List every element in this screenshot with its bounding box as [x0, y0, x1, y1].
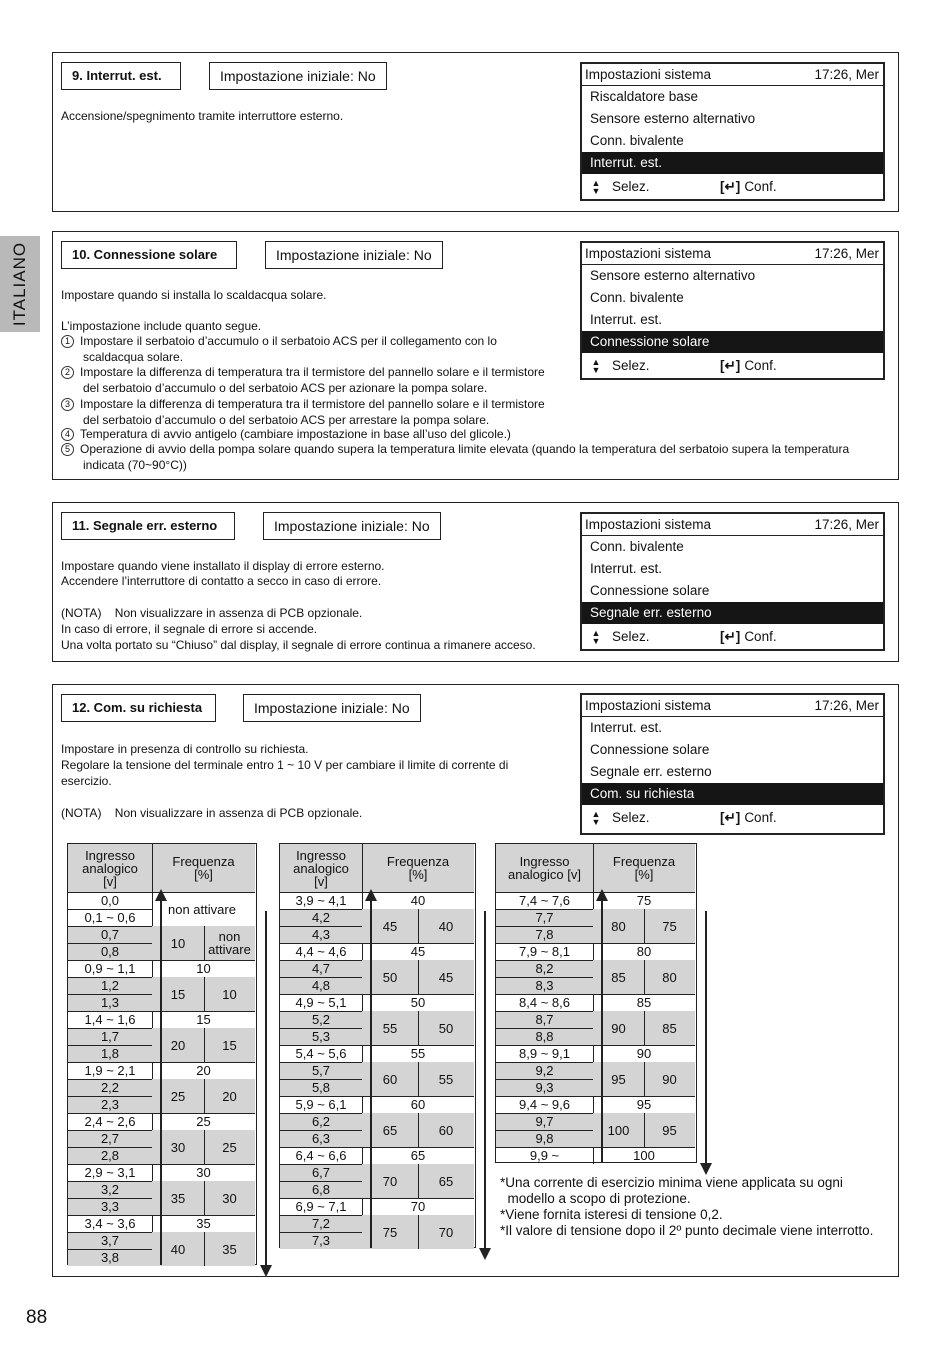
selez-label: Selez. [612, 179, 650, 194]
section-11-line: In caso di errore, il segnale di errore si accende. [61, 622, 318, 636]
input-cell: 0,7 [68, 926, 152, 943]
freq-cell: 90 [636, 1046, 652, 1061]
input-cell: 3,9 ~ 4,1 [295, 893, 347, 908]
freq-cell: 60 [418, 1113, 474, 1147]
screen-time: 17:26, Mer [814, 698, 879, 713]
header-input: Ingresso analogico [v] [280, 844, 362, 892]
up-arrowhead-icon [155, 889, 167, 901]
screen-time: 17:26, Mer [814, 517, 879, 532]
note-line: *Viene fornita isteresi di tensione 0,2. [500, 1207, 723, 1222]
input-cell: 2,4 ~ 2,6 [84, 1114, 136, 1129]
freq-cell: 30 [204, 1181, 255, 1215]
input-cell: 4,4 ~ 4,6 [295, 944, 347, 959]
divider [280, 1079, 362, 1080]
divider [68, 1130, 152, 1131]
divider [68, 1232, 152, 1233]
input-cell: 3,7 [68, 1232, 152, 1249]
freq-cell: 70 [418, 1215, 474, 1249]
input-cell: 7,2 [280, 1215, 362, 1232]
input-cell: 1,3 [68, 994, 152, 1011]
divider [68, 1079, 152, 1080]
freq-cell: 60 [362, 1062, 418, 1096]
divider [496, 1147, 593, 1148]
page-number: 88 [26, 1307, 48, 1328]
freq-cell: non attivare [204, 926, 255, 960]
section-10-text2: L’impostazione include quanto segue. [61, 319, 262, 333]
divider [644, 960, 645, 994]
divider [204, 1181, 205, 1215]
input-cell: 0,1 ~ 0,6 [84, 910, 136, 925]
up-down-icon: ▲ ▼ [591, 627, 601, 646]
divider [280, 977, 362, 978]
list-item: 5 Operazione di avvio della pompa solare quando supera la temperatura limite elevata (quando la temperatura del serbatoio supera la temperatura indicata (70~90°C)) [61, 442, 849, 473]
freq-cell: 55 [362, 1011, 418, 1045]
menu-item[interactable]: Segnale err. esterno [590, 764, 712, 779]
input-cell: 7,8 [496, 926, 593, 943]
freq-cell: 50 [362, 960, 418, 994]
freq-cell: 55 [418, 1062, 474, 1096]
enter-icon: [↵] [720, 357, 741, 373]
input-cell: 9,4 ~ 9,6 [519, 1097, 570, 1112]
input-cell: 8,4 ~ 8,6 [519, 995, 570, 1010]
header-freq: Frequenza [%] [152, 844, 255, 892]
input-cell: 6,2 [280, 1113, 362, 1130]
input-cell: 3,8 [68, 1249, 152, 1266]
header-input: Ingresso analogico [v] [496, 844, 593, 892]
divider [204, 1232, 205, 1266]
input-cell: 1,9 ~ 2,1 [84, 1063, 136, 1078]
divider [68, 994, 152, 995]
divider [280, 1062, 362, 1063]
header-freq: Frequenza [%] [362, 844, 474, 892]
input-cell: 2,8 [68, 1147, 152, 1164]
conf-label: Conf. [744, 629, 777, 644]
input-cell: 9,7 [496, 1113, 593, 1130]
freq-cell: 65 [362, 1113, 418, 1147]
input-cell: 6,7 [280, 1164, 362, 1181]
up-down-icon: ▲ ▼ [591, 356, 601, 375]
freq-table [67, 843, 257, 1265]
input-cell: 6,8 [280, 1181, 362, 1198]
language-label: ITALIANO [10, 241, 29, 327]
freq-cell: 85 [644, 1011, 695, 1045]
section-10-init: Impostazione iniziale: No [265, 241, 443, 269]
section-11-line: Una volta portato su “Chiuso” dal display, il segnale di errore continua a rimanere acceso. [61, 638, 536, 652]
freq-cell: 100 [593, 1113, 644, 1147]
header-freq: Frequenza [%] [593, 844, 695, 892]
section-10-text1: Impostare quando si installa lo scaldacqua solare. [61, 288, 327, 302]
enter-icon: [↵] [720, 628, 741, 644]
down-arrowhead-icon [700, 1163, 712, 1175]
freq-cell: 25 [196, 1114, 211, 1129]
divider [204, 1130, 205, 1164]
input-cell: 0,9 ~ 1,1 [84, 961, 136, 976]
section-11-note: (NOTA) Non visualizzare in assenza di PCB opzionale. [61, 606, 363, 620]
freq-cell: 10 [204, 977, 255, 1011]
freq-cell: 20 [196, 1063, 211, 1078]
selez-label: Selez. [612, 810, 650, 825]
input-cell: 1,7 [68, 1028, 152, 1045]
menu-item[interactable]: Sensore esterno alternativo [590, 268, 756, 283]
divider [68, 1147, 152, 1148]
note-line: *Il valore di tensione dopo il 2º punto decimale viene interrotto. [500, 1223, 874, 1238]
menu-item[interactable]: Conn. bivalente [590, 133, 684, 148]
freq-cell: 15 [204, 1028, 255, 1062]
freq-cell: 85 [636, 995, 652, 1010]
input-cell: 5,9 ~ 6,1 [295, 1097, 347, 1112]
divider [280, 1113, 362, 1114]
input-cell: 0,0 [100, 893, 120, 908]
input-cell: 4,8 [280, 977, 362, 994]
menu-item-selected[interactable]: Com. su richiesta [582, 783, 883, 805]
freq-cell: 40 [152, 1232, 204, 1266]
input-cell: 8,7 [496, 1011, 593, 1028]
input-cell: 7,7 [496, 909, 593, 926]
input-cell: 5,3 [280, 1028, 362, 1045]
divider [68, 960, 152, 961]
list-item: 3 Impostare la differenza di temperatura tra il termistore del pannello solare e il termistore del serbatoio d’accumulo o del serbatoio ACS per arrestare la pompa solare. [61, 397, 545, 428]
screen-10 [580, 241, 885, 380]
divider [68, 909, 152, 910]
freq-cell: 75 [644, 909, 695, 943]
input-cell: 9,8 [496, 1130, 593, 1147]
header-input: Ingresso analogico [v] [68, 844, 152, 892]
divider [68, 1164, 152, 1165]
divider [496, 909, 593, 910]
freq-cell: 35 [152, 1181, 204, 1215]
note-line: modello a scopo di protezione. [500, 1191, 691, 1206]
divider [204, 1079, 205, 1113]
input-cell: 4,7 [280, 960, 362, 977]
input-cell: 9,3 [496, 1079, 593, 1096]
menu-item[interactable]: Interrut. est. [590, 312, 663, 327]
input-cell: 2,3 [68, 1096, 152, 1113]
input-cell: 7,9 ~ 8,1 [519, 944, 570, 959]
menu-item[interactable]: Interrut. est. [590, 720, 663, 735]
menu-item-selected[interactable]: Interrut. est. [582, 152, 883, 174]
down-arrow-icon [265, 911, 267, 1267]
divider [68, 1096, 152, 1097]
divider [418, 1062, 419, 1096]
selez-label: Selez. [612, 629, 650, 644]
section-12-line: esercizio. [61, 774, 112, 788]
divider [418, 1164, 419, 1198]
divider [280, 1164, 362, 1165]
divider [644, 1113, 645, 1147]
divider [418, 1215, 419, 1249]
note-line: *Una corrente di esercizio minima viene applicata su ogni [500, 1175, 843, 1190]
section-9-init: Impostazione iniziale: No [209, 62, 387, 90]
menu-item[interactable]: Sensore esterno alternativo [590, 111, 756, 126]
input-cell: 1,2 [68, 977, 152, 994]
freq-cell: 10 [196, 961, 211, 976]
divider [280, 1181, 362, 1182]
freq-cell: 80 [593, 909, 644, 943]
divider [496, 926, 593, 927]
selez-label: Selez. [612, 358, 650, 373]
divider [280, 1096, 362, 1097]
screen-time: 17:26, Mer [814, 67, 879, 82]
freq-cell: 35 [196, 1216, 211, 1231]
input-cell: 5,2 [280, 1011, 362, 1028]
section-12-init: Impostazione iniziale: No [243, 694, 421, 722]
menu-item[interactable]: Connessione solare [590, 583, 710, 598]
input-cell: 2,9 ~ 3,1 [84, 1165, 136, 1180]
divider [204, 977, 205, 1011]
freq-cell: 55 [410, 1046, 426, 1061]
freq-cell: 15 [196, 1012, 211, 1027]
section-11-line: Impostare quando viene installato il display di errore esterno. [61, 559, 385, 573]
section-12-line: Regolare la tensione del terminale entro 1 ~ 10 V per cambiare il limite di corrente di [61, 758, 509, 772]
freq-cell: 30 [152, 1130, 204, 1164]
divider [496, 1011, 593, 1012]
freq-cell: 35 [204, 1232, 255, 1266]
divider [68, 1249, 152, 1250]
input-cell: 3,4 ~ 3,6 [84, 1216, 136, 1231]
divider [418, 909, 419, 943]
divider [68, 1062, 152, 1063]
section-11-line: Accendere l’interruttore di contatto a secco in caso di errore. [61, 574, 382, 588]
menu-item[interactable]: Conn. bivalente [590, 290, 684, 305]
menu-item[interactable]: Connessione solare [590, 742, 710, 757]
section-9-title: 9. Interrut. est. [61, 62, 181, 90]
freq-cell: 10 [152, 926, 204, 960]
divider [418, 960, 419, 994]
input-cell: 8,8 [496, 1028, 593, 1045]
input-cell: 7,3 [280, 1232, 362, 1249]
divider [280, 1045, 362, 1046]
divider [68, 977, 152, 978]
divider [68, 1045, 152, 1046]
divider [68, 1113, 152, 1114]
section-10 [52, 231, 899, 480]
input-cell: 3,3 [68, 1198, 152, 1215]
input-cell: 7,4 ~ 7,6 [519, 893, 570, 908]
conf-label: Conf. [744, 810, 777, 825]
divider [418, 1113, 419, 1147]
divider [280, 1232, 362, 1233]
freq-cell: 20 [204, 1079, 255, 1113]
freq-cell: 80 [636, 944, 652, 959]
divider [496, 977, 593, 978]
up-down-icon: ▲ ▼ [591, 808, 601, 827]
input-cell: 8,3 [496, 977, 593, 994]
freq-cell: 50 [418, 1011, 474, 1045]
menu-item[interactable]: Interrut. est. [590, 561, 663, 576]
freq-cell: non attivare [168, 901, 236, 917]
down-arrowhead-icon [260, 1265, 272, 1277]
divider [496, 1028, 593, 1029]
freq-cell: 60 [410, 1097, 426, 1112]
freq-cell: 90 [593, 1011, 644, 1045]
freq-cell: 95 [636, 1097, 652, 1112]
divider [280, 960, 362, 961]
input-cell: 0,8 [68, 943, 152, 960]
input-cell: 4,2 [280, 909, 362, 926]
up-arrowhead-icon [365, 889, 377, 901]
divider [68, 943, 152, 944]
freq-cell: 80 [644, 960, 695, 994]
divider [68, 1215, 152, 1216]
notes [500, 1175, 873, 1239]
down-arrowhead-icon [479, 1248, 491, 1260]
section-11-init: Impostazione iniziale: No [263, 512, 441, 540]
divider [280, 1028, 362, 1029]
section-11 [52, 502, 899, 662]
divider [280, 1147, 362, 1148]
divider [68, 1011, 152, 1012]
list-item: 4 Temperatura di avvio antigelo (cambiare impostazione in base all’uso del glicole.) [61, 427, 511, 443]
freq-cell: 45 [418, 960, 474, 994]
input-cell: 6,4 ~ 6,6 [295, 1148, 347, 1163]
input-cell: 2,2 [68, 1079, 152, 1096]
input-cell: 6,9 ~ 7,1 [295, 1199, 347, 1214]
screen-12 [580, 693, 885, 835]
section-9-text: Accensione/spegnimento tramite interruttore esterno. [61, 109, 344, 123]
divider [496, 943, 593, 944]
freq-cell: 75 [362, 1215, 418, 1249]
screen-11 [580, 512, 885, 651]
freq-cell: 70 [362, 1164, 418, 1198]
divider [496, 1113, 593, 1114]
divider [280, 909, 362, 910]
freq-cell: 45 [362, 909, 418, 943]
language-tab [0, 236, 40, 332]
divider [68, 1181, 152, 1182]
divider [280, 926, 362, 927]
input-cell: 6,3 [280, 1130, 362, 1147]
divider [280, 994, 362, 995]
divider [280, 1011, 362, 1012]
divider [644, 1062, 645, 1096]
section-9 [52, 52, 899, 212]
freq-cell: 20 [152, 1028, 204, 1062]
divider [644, 1011, 645, 1045]
freq-cell: 70 [410, 1199, 426, 1214]
divider [280, 943, 362, 944]
freq-cell: 15 [152, 977, 204, 1011]
menu-item[interactable]: Riscaldatore base [590, 89, 699, 104]
up-arrow-icon [370, 899, 372, 1248]
divider [644, 909, 645, 943]
input-cell: 8,2 [496, 960, 593, 977]
conf-label: Conf. [744, 358, 777, 373]
freq-cell: 25 [204, 1130, 255, 1164]
up-arrow-icon [601, 899, 603, 1163]
section-11-title: 11. Segnale err. esterno [61, 512, 235, 540]
divider [496, 1079, 593, 1080]
freq-cell: 45 [410, 944, 426, 959]
input-cell: 3,2 [68, 1181, 152, 1198]
divider [204, 926, 205, 960]
freq-cell: 40 [418, 909, 474, 943]
freq-table [279, 843, 476, 1248]
divider [280, 1215, 362, 1216]
freq-cell: 95 [644, 1113, 695, 1147]
divider [280, 1130, 362, 1131]
freq-cell: 100 [633, 1148, 655, 1163]
divider [496, 1130, 593, 1131]
divider [204, 1028, 205, 1062]
divider [496, 960, 593, 961]
screen-9 [580, 62, 885, 201]
freq-cell: 30 [196, 1165, 211, 1180]
screen-title: Impostazioni sistema [585, 698, 712, 713]
enter-icon: [↵] [720, 178, 741, 194]
screen-title: Impostazioni sistema [585, 246, 712, 261]
freq-cell: 25 [152, 1079, 204, 1113]
conf-label: Conf. [744, 179, 777, 194]
up-arrow-icon [160, 899, 162, 1265]
screen-time: 17:26, Mer [814, 246, 879, 261]
input-cell: 8,9 ~ 9,1 [519, 1046, 570, 1061]
input-cell: 2,7 [68, 1130, 152, 1147]
screen-title: Impostazioni sistema [585, 517, 712, 532]
divider [496, 1096, 593, 1097]
freq-cell: 75 [636, 893, 652, 908]
divider [68, 1028, 152, 1029]
input-cell: 9,9 ~ [529, 1148, 560, 1163]
section-12-title: 12. Com. su richiesta [61, 694, 216, 722]
section-12-line: Impostare in presenza di controllo su richiesta. [61, 742, 309, 756]
enter-icon: [↵] [720, 809, 741, 825]
divider [496, 1045, 593, 1046]
menu-item[interactable]: Conn. bivalente [590, 539, 684, 554]
input-cell: 1,8 [68, 1045, 152, 1062]
freq-cell: 65 [418, 1164, 474, 1198]
input-cell: 4,3 [280, 926, 362, 943]
freq-cell: 65 [410, 1148, 426, 1163]
divider [68, 926, 152, 927]
divider [496, 994, 593, 995]
freq-cell: 90 [644, 1062, 695, 1096]
input-cell: 5,4 ~ 5,6 [295, 1046, 347, 1061]
input-cell: 5,7 [280, 1062, 362, 1079]
list-item: 2 Impostare la differenza di temperatura tra il termistore del pannello solare e il termistore del serbatoio d’accumulo o del serbatoio ACS per azionare la pompa solare. [61, 365, 545, 396]
up-down-icon: ▲ ▼ [591, 177, 601, 196]
divider [496, 1062, 593, 1063]
freq-cell: 40 [410, 893, 426, 908]
section-12-note: (NOTA) Non visualizzare in assenza di PCB opzionale. [61, 806, 363, 820]
screen-title: Impostazioni sistema [585, 67, 712, 82]
input-cell: 4,9 ~ 5,1 [295, 995, 347, 1010]
down-arrow-icon [484, 911, 486, 1250]
freq-cell: 95 [593, 1062, 644, 1096]
up-arrowhead-icon [596, 889, 608, 901]
freq-cell: 85 [593, 960, 644, 994]
input-cell: 1,4 ~ 1,6 [84, 1012, 136, 1027]
menu-item-selected[interactable]: Segnale err. esterno [582, 602, 883, 624]
freq-cell: 50 [410, 995, 426, 1010]
menu-item-selected[interactable]: Connessione solare [582, 331, 883, 353]
divider [280, 1198, 362, 1199]
input-cell: 9,2 [496, 1062, 593, 1079]
section-10-title: 10. Connessione solare [61, 241, 237, 269]
divider [68, 1198, 152, 1199]
down-arrow-icon [705, 911, 707, 1165]
input-cell: 5,8 [280, 1079, 362, 1096]
divider [418, 1011, 419, 1045]
list-item: 1 Impostare il serbatoio d’accumulo o il serbatoio ACS per il collegamento con lo scaldacqua solare. [61, 334, 497, 365]
